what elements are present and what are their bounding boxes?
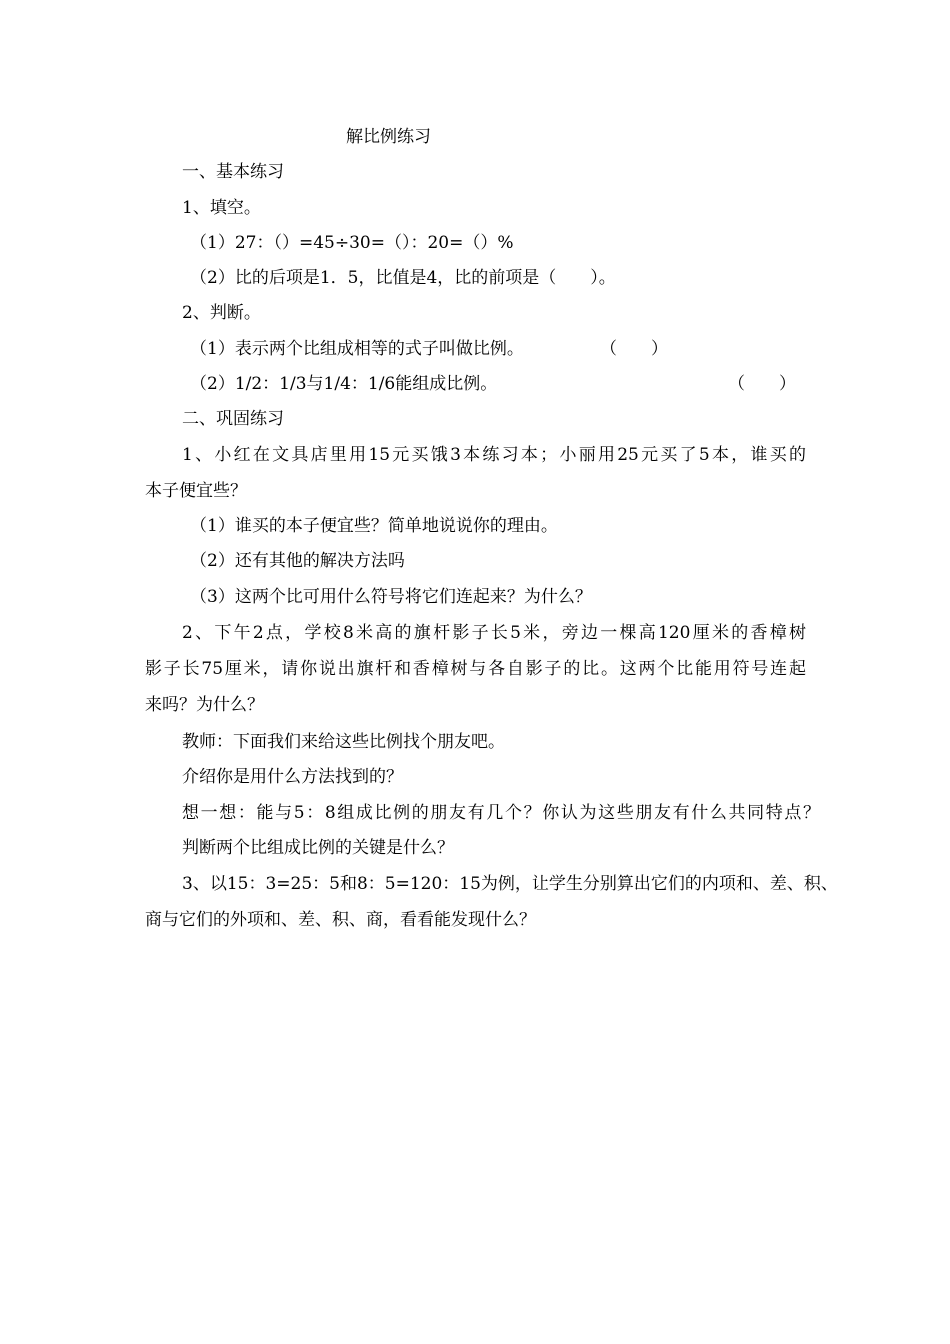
problem-1-item-2: （2）还有其他的解决方法吗 [190, 551, 405, 571]
judge-item-1: （1）表示两个比组成相等的式子叫做比例。 [190, 339, 524, 359]
question-fill-blank-heading: 1、填空。 [182, 198, 261, 218]
problem-1-item-3: （3）这两个比可用什么符号将它们连起来？为什么？ [190, 587, 592, 607]
fill-blank-item-2: （2）比的后项是1．5，比值是4，比的前项是（ ）。 [190, 268, 616, 288]
section-heading-basic: 一、基本练习 [182, 162, 284, 182]
judge-item-1-answer-blank: （ ） [600, 339, 668, 359]
problem-2-line-2: 影子长75厘米，请你说出旗杆和香樟树与各自影子的比。这两个比能用符号连起 [145, 659, 806, 679]
think-prompt: 想一想：能与5：8组成比例的朋友有几个？你认为这些朋友有什么共同特点？ [182, 803, 820, 823]
problem-2-line-3: 来吗？为什么？ [145, 695, 264, 715]
judge-item-2: （2）1/2：1/3与1/4：1/6能组成比例。 [190, 374, 498, 394]
problem-1-item-1: （1）谁买的本子便宜些？简单地说说你的理由。 [190, 516, 558, 536]
problem-1-line-1: 1、小红在文具店里用15元买饿3本练习本；小丽用25元买了5本，谁买的 [182, 445, 806, 465]
question-judge-heading: 2、判断。 [182, 303, 261, 323]
judge-item-2-answer-blank: （ ） [728, 374, 796, 394]
problem-2-line-1: 2、下午2点，学校8米高的旗杆影子长5米，旁边一棵高120厘米的香樟树 [182, 623, 806, 643]
intro-prompt: 介绍你是用什么方法找到的？ [182, 767, 403, 787]
problem-1-line-2: 本子便宜些？ [145, 481, 247, 501]
teacher-prompt: 教师：下面我们来给这些比例找个朋友吧。 [182, 732, 505, 752]
document-title: 解比例练习 [346, 127, 431, 147]
section-heading-consolidate: 二、巩固练习 [182, 409, 284, 429]
problem-3-line-2: 商与它们的外项和、差、积、商，看看能发现什么？ [145, 910, 536, 930]
judge-key-prompt: 判断两个比组成比例的关键是什么？ [182, 838, 454, 858]
problem-3-line-1: 3、以15：3=25：5和8：5=120：15为例，让学生分别算出它们的内项和、差、积、 [182, 874, 838, 894]
fill-blank-item-1: （1）27：（）=45÷30=（）：20=（）% [190, 233, 514, 253]
